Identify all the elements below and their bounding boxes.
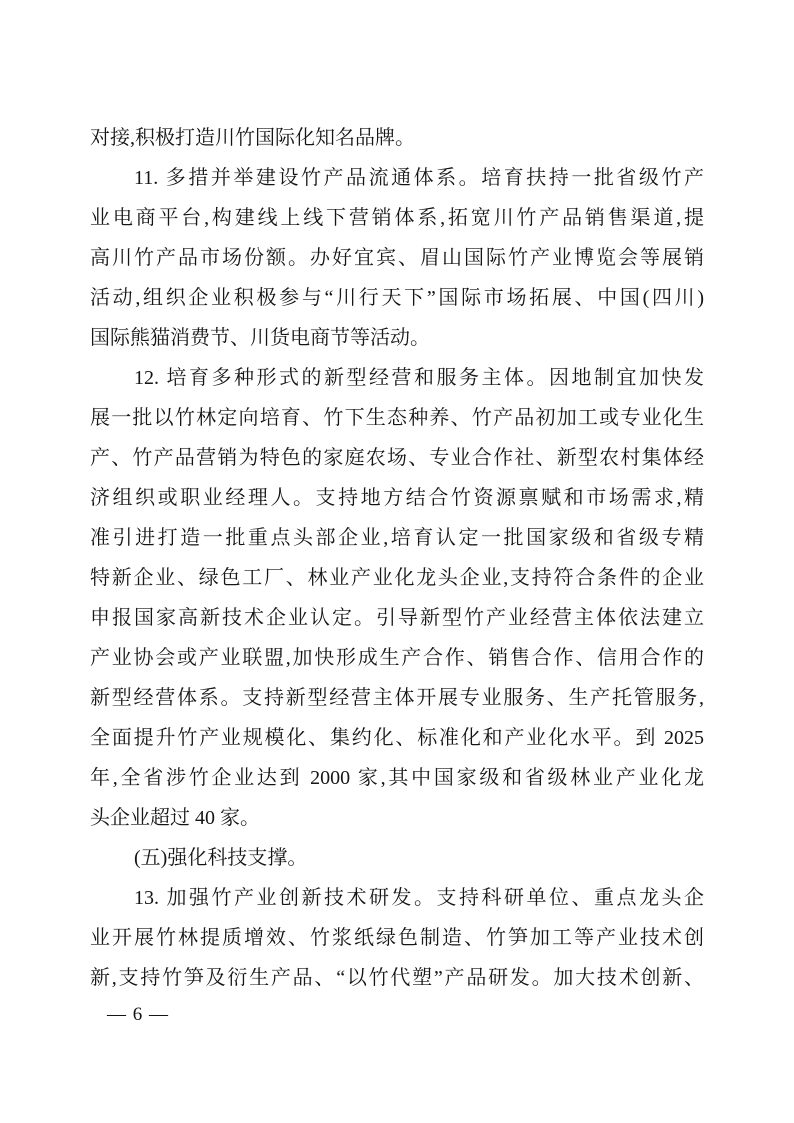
text-line: 新型经营体系。支持新型经营主体开展专业服务、生产托管服务,	[90, 687, 704, 709]
text-line: 国际熊猫消费节、川货电商节等活动。	[90, 327, 430, 349]
text-line-item-12: 12. 培育多种形式的新型经营和服务主体。因地制宜加快发	[134, 367, 704, 389]
text-line: 新,支持竹笋及衍生产品、“以竹代塑”产品研发。加大技术创新、	[90, 967, 704, 989]
page-number: — 6 —	[107, 1004, 169, 1025]
text-line-item-11: 11. 多措并举建设竹产品流通体系。培育扶持一批省级竹产	[134, 167, 704, 189]
section-heading-5: (五)强化科技支撑。	[134, 847, 308, 869]
text-line: 产业协会或产业联盟,加快形成生产合作、销售合作、信用合作的	[90, 647, 704, 669]
text-line: 对接,积极打造川竹国际化知名品牌。	[90, 127, 415, 149]
text-line: 申报国家高新技术企业认定。引导新型竹产业经营主体依法建立	[90, 607, 704, 629]
text-line-item-13: 13. 加强竹产业创新技术研发。支持科研单位、重点龙头企	[134, 887, 704, 909]
text-line: 业开展竹林提质增效、竹浆纸绿色制造、竹笋加工等产业技术创	[90, 927, 704, 949]
text-line: 产、竹产品营销为特色的家庭农场、专业合作社、新型农村集体经	[90, 447, 704, 469]
text-line: 高川竹产品市场份额。办好宜宾、眉山国际竹产业博览会等展销	[90, 247, 704, 269]
text-line: 特新企业、绿色工厂、林业产业化龙头企业,支持符合条件的企业	[90, 567, 704, 589]
text-line: 业电商平台,构建线上线下营销体系,拓宽川竹产品销售渠道,提	[90, 207, 704, 229]
text-line: 展一批以竹林定向培育、竹下生态种养、竹产品初加工或专业化生	[90, 407, 704, 429]
text-line: 全面提升竹产业规模化、集约化、标准化和产业化水平。到 2025	[90, 727, 704, 749]
text-line: 准引进打造一批重点头部企业,培育认定一批国家级和省级专精	[90, 527, 704, 549]
text-line: 头企业超过 40 家。	[90, 807, 260, 829]
text-line: 济组织或职业经理人。支持地方结合竹资源禀赋和市场需求,精	[90, 487, 704, 509]
text-line: 活动,组织企业积极参与“川行天下”国际市场拓展、中国(四川)	[90, 287, 704, 309]
text-line: 年,全省涉竹企业达到 2000 家,其中国家级和省级林业产业化龙	[90, 767, 704, 789]
document-body	[90, 118, 704, 998]
